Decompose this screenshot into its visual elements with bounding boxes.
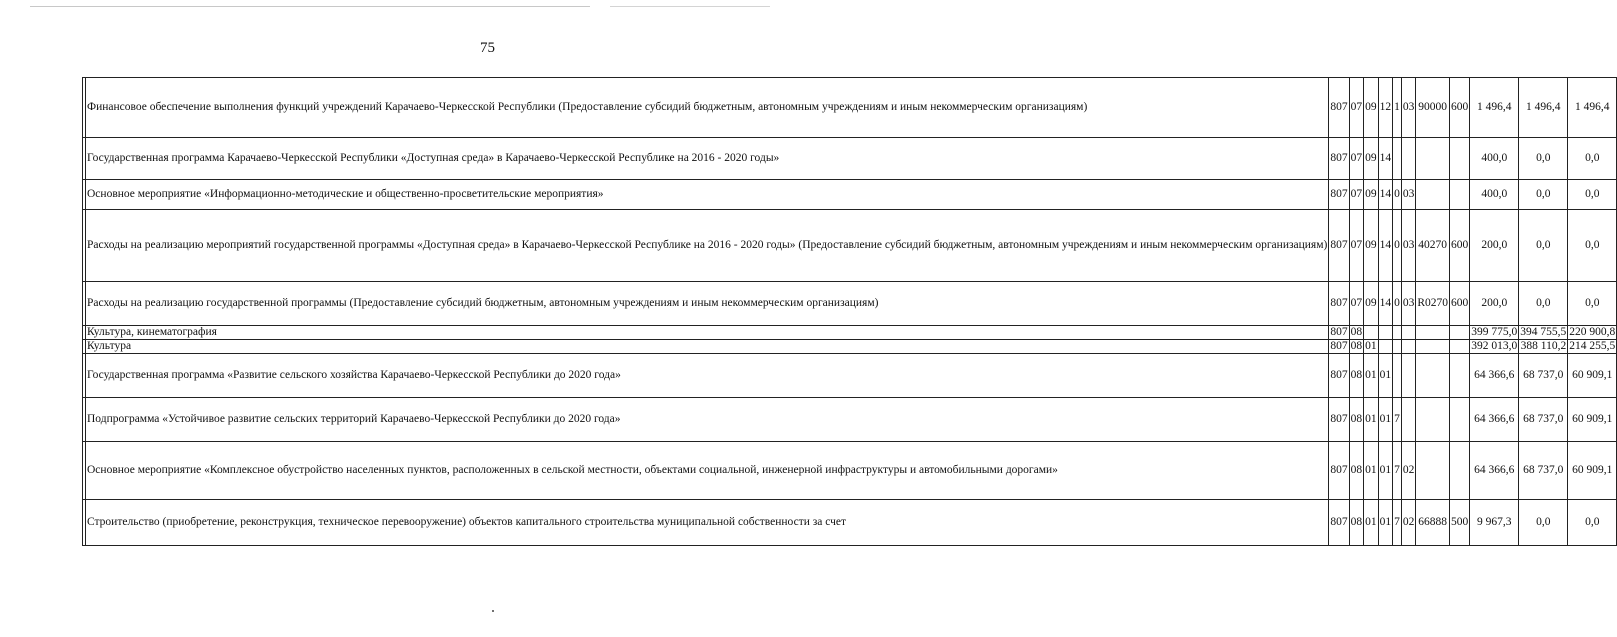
table-row	[83, 78, 1617, 138]
table-row	[83, 210, 1617, 282]
direction-code-cell	[1416, 326, 1450, 340]
event-code-cell: 03	[1401, 180, 1416, 210]
table-row	[83, 282, 1617, 326]
event-code-cell	[1401, 326, 1416, 340]
program-code-cell: 14	[1378, 138, 1393, 180]
subsection-code-cell: 09	[1364, 138, 1379, 180]
expense-type-cell	[1450, 398, 1470, 442]
expense-type-cell	[1450, 354, 1470, 398]
event-code-cell	[1401, 398, 1416, 442]
direction-code-cell	[1416, 340, 1450, 354]
expense-type-cell	[1450, 442, 1470, 500]
expense-type-cell: 600	[1450, 78, 1470, 138]
event-code-cell	[1401, 138, 1416, 180]
direction-code-cell: 40270	[1416, 210, 1450, 282]
section-code-cell: 08	[1350, 326, 1363, 339]
row-name-cell: Расходы на реализацию государственной программы (Предоставление субсидий бюджетным, автономным учреждениям и иным некоммерческим организациям)	[86, 282, 1329, 326]
section-code-cell: 08	[1349, 442, 1364, 500]
subprogram-code-cell	[1393, 354, 1402, 398]
sum-2020-cell: 0,0	[1568, 500, 1617, 546]
subsection-code-cell: 09	[1364, 180, 1379, 210]
sum-2018-cell: 399 775,0	[1471, 326, 1518, 339]
subsection-code-cell: 01	[1364, 442, 1379, 500]
sum-2018-cell: 200,0	[1470, 210, 1519, 282]
expense-type-cell	[1450, 340, 1470, 354]
sum-2018-cell: 64 366,6	[1470, 354, 1519, 398]
program-code-cell: 01	[1378, 398, 1393, 442]
subprogram-code-cell: 0	[1393, 180, 1402, 210]
sum-2019-cell: 68 737,0	[1519, 354, 1568, 398]
direction-code-cell: 90000	[1416, 78, 1450, 138]
sum-2018-cell: 200,0	[1470, 282, 1519, 326]
scan-edge-line	[30, 6, 590, 7]
expense-type-cell: 500	[1450, 500, 1470, 546]
sum-2020-cell: 0,0	[1568, 138, 1617, 180]
row-name-cell: Подпрограмма «Устойчивое развитие сельских территорий Карачаево-Черкесской Республики до 2020 года»	[86, 398, 1329, 442]
program-code-cell	[1378, 326, 1393, 340]
sum-2020-cell: 60 909,1	[1568, 354, 1617, 398]
sum-2019-cell: 0,0	[1519, 180, 1568, 210]
table-row	[83, 180, 1617, 210]
program-code-cell: 01	[1378, 354, 1393, 398]
sum-2018-cell: 64 366,6	[1470, 442, 1519, 500]
direction-code-cell	[1416, 180, 1450, 210]
sum-2019-cell: 68 737,0	[1519, 398, 1568, 442]
program-code-cell	[1378, 340, 1393, 354]
section-code-cell: 08	[1349, 500, 1364, 546]
subsection-code-cell: 09	[1364, 282, 1379, 326]
direction-code-cell: 66888	[1416, 500, 1450, 546]
sum-2020-cell: 60 909,1	[1568, 442, 1617, 500]
expense-type-cell: 600	[1450, 282, 1470, 326]
grbs-code-cell: 807	[1329, 354, 1349, 398]
section-code-cell: 08	[1349, 354, 1364, 398]
sum-2020-cell: 220 900,8	[1569, 326, 1616, 339]
subprogram-code-cell	[1393, 326, 1402, 340]
row-name-cell: Культура, кинематография	[86, 326, 1329, 340]
expense-type-cell	[1450, 326, 1470, 340]
event-code-cell	[1401, 340, 1416, 354]
sum-2018-cell: 392 013,0	[1471, 340, 1518, 353]
table-row	[83, 442, 1617, 500]
event-code-cell: 03	[1401, 78, 1416, 138]
subsection-code-cell: 01	[1364, 398, 1379, 442]
subsection-code-cell: 09	[1364, 78, 1379, 138]
row-name-cell: Строительство (приобретение, реконструкция, техническое перевооружение) объектов капитального строительства муниципальной собственности за счет	[86, 500, 1329, 546]
subsection-code-cell: 09	[1364, 210, 1379, 282]
row-name-cell: Культура	[86, 340, 1329, 354]
event-code-cell: 02	[1401, 500, 1416, 546]
row-name-cell: Государственная программа «Развитие сельского хозяйства Карачаево-Черкесской Республики до 2020 года»	[86, 354, 1329, 398]
row-name-cell: Расходы на реализацию мероприятий государственной программы «Доступная среда» в Карачаево-Черкесской Республике на 2016 - 2020 годы» (Предоставление субсидий бюджетным, автономным учреждениям и иным некоммерческим организациям)	[86, 210, 1329, 282]
sum-2018-cell: 400,0	[1470, 138, 1519, 180]
expense-type-cell	[1450, 138, 1470, 180]
scan-speck	[492, 610, 494, 612]
subprogram-code-cell: 7	[1393, 500, 1402, 546]
expense-type-cell	[1450, 180, 1470, 210]
event-code-cell	[1401, 354, 1416, 398]
grbs-code-cell: 807	[1329, 138, 1349, 180]
grbs-code-cell: 807	[1329, 282, 1349, 326]
subprogram-code-cell: 0	[1393, 210, 1402, 282]
section-code-cell: 07	[1349, 78, 1364, 138]
program-code-cell: 12	[1378, 78, 1393, 138]
table-row	[83, 326, 1617, 340]
event-code-cell: 03	[1401, 282, 1416, 326]
scan-edge-line	[610, 6, 770, 7]
sum-2019-cell: 394 755,5	[1520, 326, 1567, 339]
subsection-code-cell	[1364, 326, 1379, 340]
sum-2019-cell: 68 737,0	[1519, 442, 1568, 500]
sum-2018-cell: 9 967,3	[1470, 500, 1519, 546]
subprogram-code-cell: 1	[1393, 78, 1402, 138]
sum-2018-cell: 1 496,4	[1470, 78, 1519, 138]
event-code-cell: 02	[1401, 442, 1416, 500]
grbs-code-cell: 807	[1329, 180, 1349, 210]
grbs-code-cell: 807	[1329, 78, 1349, 138]
row-name-cell: Основное мероприятие «Комплексное обустройство населенных пунктов, расположенных в сельской местности, объектами социальной, инженерной инфраструктуры и автомобильными дорогами»	[86, 442, 1329, 500]
section-code-cell: 07	[1349, 180, 1364, 210]
table-row	[83, 398, 1617, 442]
sum-2019-cell: 0,0	[1519, 500, 1568, 546]
sum-2018-cell: 64 366,6	[1470, 398, 1519, 442]
section-code-cell: 07	[1349, 138, 1364, 180]
sum-2019-cell: 0,0	[1519, 210, 1568, 282]
subprogram-code-cell	[1393, 340, 1402, 354]
sum-2019-cell: 388 110,2	[1520, 340, 1567, 353]
sum-2018-cell: 400,0	[1470, 180, 1519, 210]
section-code-cell: 07	[1349, 282, 1364, 326]
sum-2019-cell: 0,0	[1519, 282, 1568, 326]
grbs-code-cell: 807	[1329, 500, 1349, 546]
table-row	[83, 138, 1617, 180]
grbs-code-cell: 807	[1330, 326, 1348, 339]
subprogram-code-cell: 0	[1393, 282, 1402, 326]
table-row	[83, 500, 1617, 546]
expense-type-cell: 600	[1450, 210, 1470, 282]
subprogram-code-cell: 7	[1393, 398, 1402, 442]
section-code-cell: 08	[1349, 398, 1364, 442]
table-row	[83, 340, 1617, 354]
subsection-code-cell: 01	[1364, 354, 1379, 398]
sum-2020-cell: 60 909,1	[1568, 398, 1617, 442]
table-row	[83, 354, 1617, 398]
grbs-code-cell: 807	[1330, 340, 1348, 353]
row-name-cell: Основное мероприятие «Информационно-методические и общественно-просветительские мероприятия»	[86, 180, 1329, 210]
sum-2020-cell: 0,0	[1568, 282, 1617, 326]
sum-2020-cell: 1 496,4	[1568, 78, 1617, 138]
event-code-cell: 03	[1401, 210, 1416, 282]
section-code-cell: 08	[1350, 340, 1363, 353]
direction-code-cell	[1416, 398, 1450, 442]
page-number: 75	[480, 40, 495, 56]
row-name-cell: Финансовое обеспечение выполнения функций учреждений Карачаево-Черкесской Республики (Предоставление субсидий бюджетным, автономным учреждениям и иным некоммерческим организациям)	[86, 78, 1329, 138]
program-code-cell: 14	[1378, 282, 1393, 326]
direction-code-cell	[1416, 354, 1450, 398]
program-code-cell: 01	[1378, 500, 1393, 546]
sum-2019-cell: 1 496,4	[1519, 78, 1568, 138]
program-code-cell: 14	[1378, 180, 1393, 210]
program-code-cell: 14	[1378, 210, 1393, 282]
grbs-code-cell: 807	[1329, 210, 1349, 282]
sum-2020-cell: 0,0	[1568, 210, 1617, 282]
direction-code-cell: R0270	[1416, 282, 1450, 326]
sum-2020-cell: 214 255,5	[1569, 340, 1616, 353]
row-name-cell: Государственная программа Карачаево-Черкесской Республики «Доступная среда» в Карачаево-Черкесской Республике на 2016 - 2020 годы»	[86, 138, 1329, 180]
grbs-code-cell: 807	[1329, 442, 1349, 500]
subprogram-code-cell	[1393, 138, 1402, 180]
sum-2020-cell: 0,0	[1568, 180, 1617, 210]
subprogram-code-cell: 7	[1393, 442, 1402, 500]
subsection-code-cell: 01	[1364, 500, 1379, 546]
program-code-cell: 01	[1378, 442, 1393, 500]
direction-code-cell	[1416, 442, 1450, 500]
direction-code-cell	[1416, 138, 1450, 180]
grbs-code-cell: 807	[1329, 398, 1349, 442]
sum-2019-cell: 0,0	[1519, 138, 1568, 180]
budget-table	[82, 77, 1617, 546]
section-code-cell: 07	[1349, 210, 1364, 282]
subsection-code-cell: 01	[1365, 340, 1377, 353]
